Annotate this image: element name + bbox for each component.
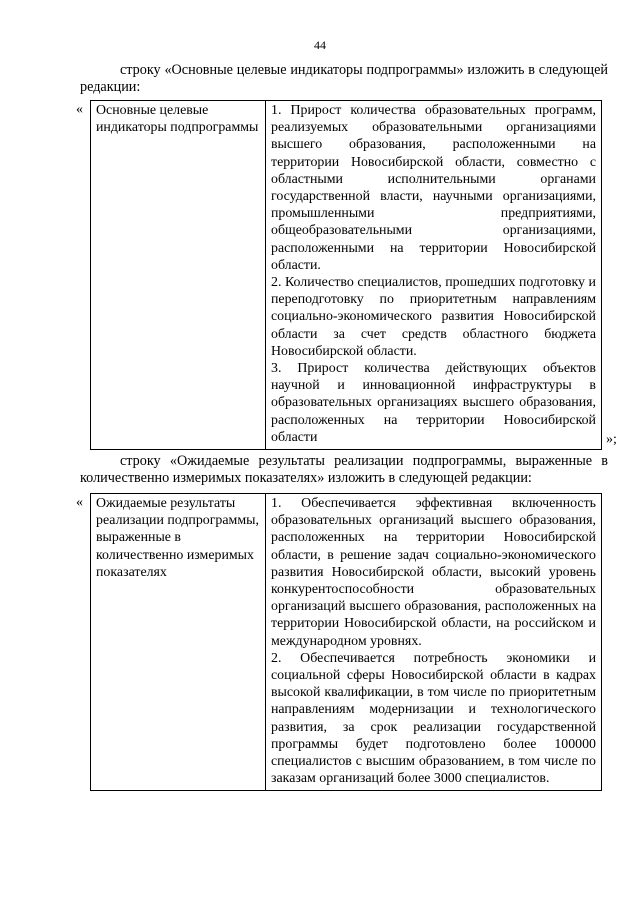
indicators-table: [90, 100, 602, 450]
table-row: [91, 494, 602, 791]
indicators-content: [266, 101, 602, 450]
indicator-item: 3. Прирост количества действующих объектов научной и инновационной инфраструктуры в образовательных организациях высшего образования, расположенных на территории Новосибирской области: [271, 361, 596, 445]
results-table: [90, 493, 602, 791]
indicator-item: 1. Прирост количества образовательных программ, реализуемых образовательными организациями высшего образования, расположенными на территории Новосибирской области, совместно с областными исполнительными органами государственной власти, научными организациями, промышленными предприятиями, общеобразовательными организациями, расположенными на территории Новосибирской области.: [271, 103, 596, 273]
results-label: Ожидаемые результаты реализации подпрограммы, выраженные в количественно измеримых показателях: [91, 494, 266, 791]
indicator-item: 2. Количество специалистов, прошедших подготовку и переподготовку по приоритетным направлениям социально-экономического развития Новосибирской области за счет средств областного бюджета Новосибирской области.: [271, 275, 596, 359]
section1-open-quote: «: [76, 102, 83, 117]
result-item: 1. Обеспечивается эффективная включенность образовательных организаций высшего образования, расположенных на территории Новосибирской области, в решение задач социально-экономического развития Новосибирской области, высокий уровень конкурентоспособности образовательных организаций высшего образования, расположенных на территории Новосибирской области, на российском и международном уровнях.: [271, 496, 596, 649]
result-item: 2. Обеспечивается потребность экономики и социальной сферы Новосибирской области в кадрах высокой квалификации, в том числе по приоритетным направлениям модернизации и технологического развития, за срок реализации государственной программы будет подготовлено более 100000 специалистов с высшим образованием, в том числе по заказам организаций более 3000 специалистов.: [271, 650, 596, 787]
results-content: [266, 494, 602, 791]
page-number: 44: [314, 38, 326, 52]
indicators-label: Основные целевые индикаторы подпрограммы: [91, 101, 266, 450]
section2-intro: строку «Ожидаемые результаты реализации подпрограммы, выраженные в количественно измеримых показателях» изложить в следующей редакции:: [80, 453, 608, 486]
section1-intro: строку «Основные целевые индикаторы подпрограммы» изложить в следующей редакции:: [80, 62, 608, 95]
section1-close-quote: »;: [606, 432, 617, 447]
section2-open-quote: «: [76, 495, 83, 510]
table-row: [91, 101, 602, 450]
